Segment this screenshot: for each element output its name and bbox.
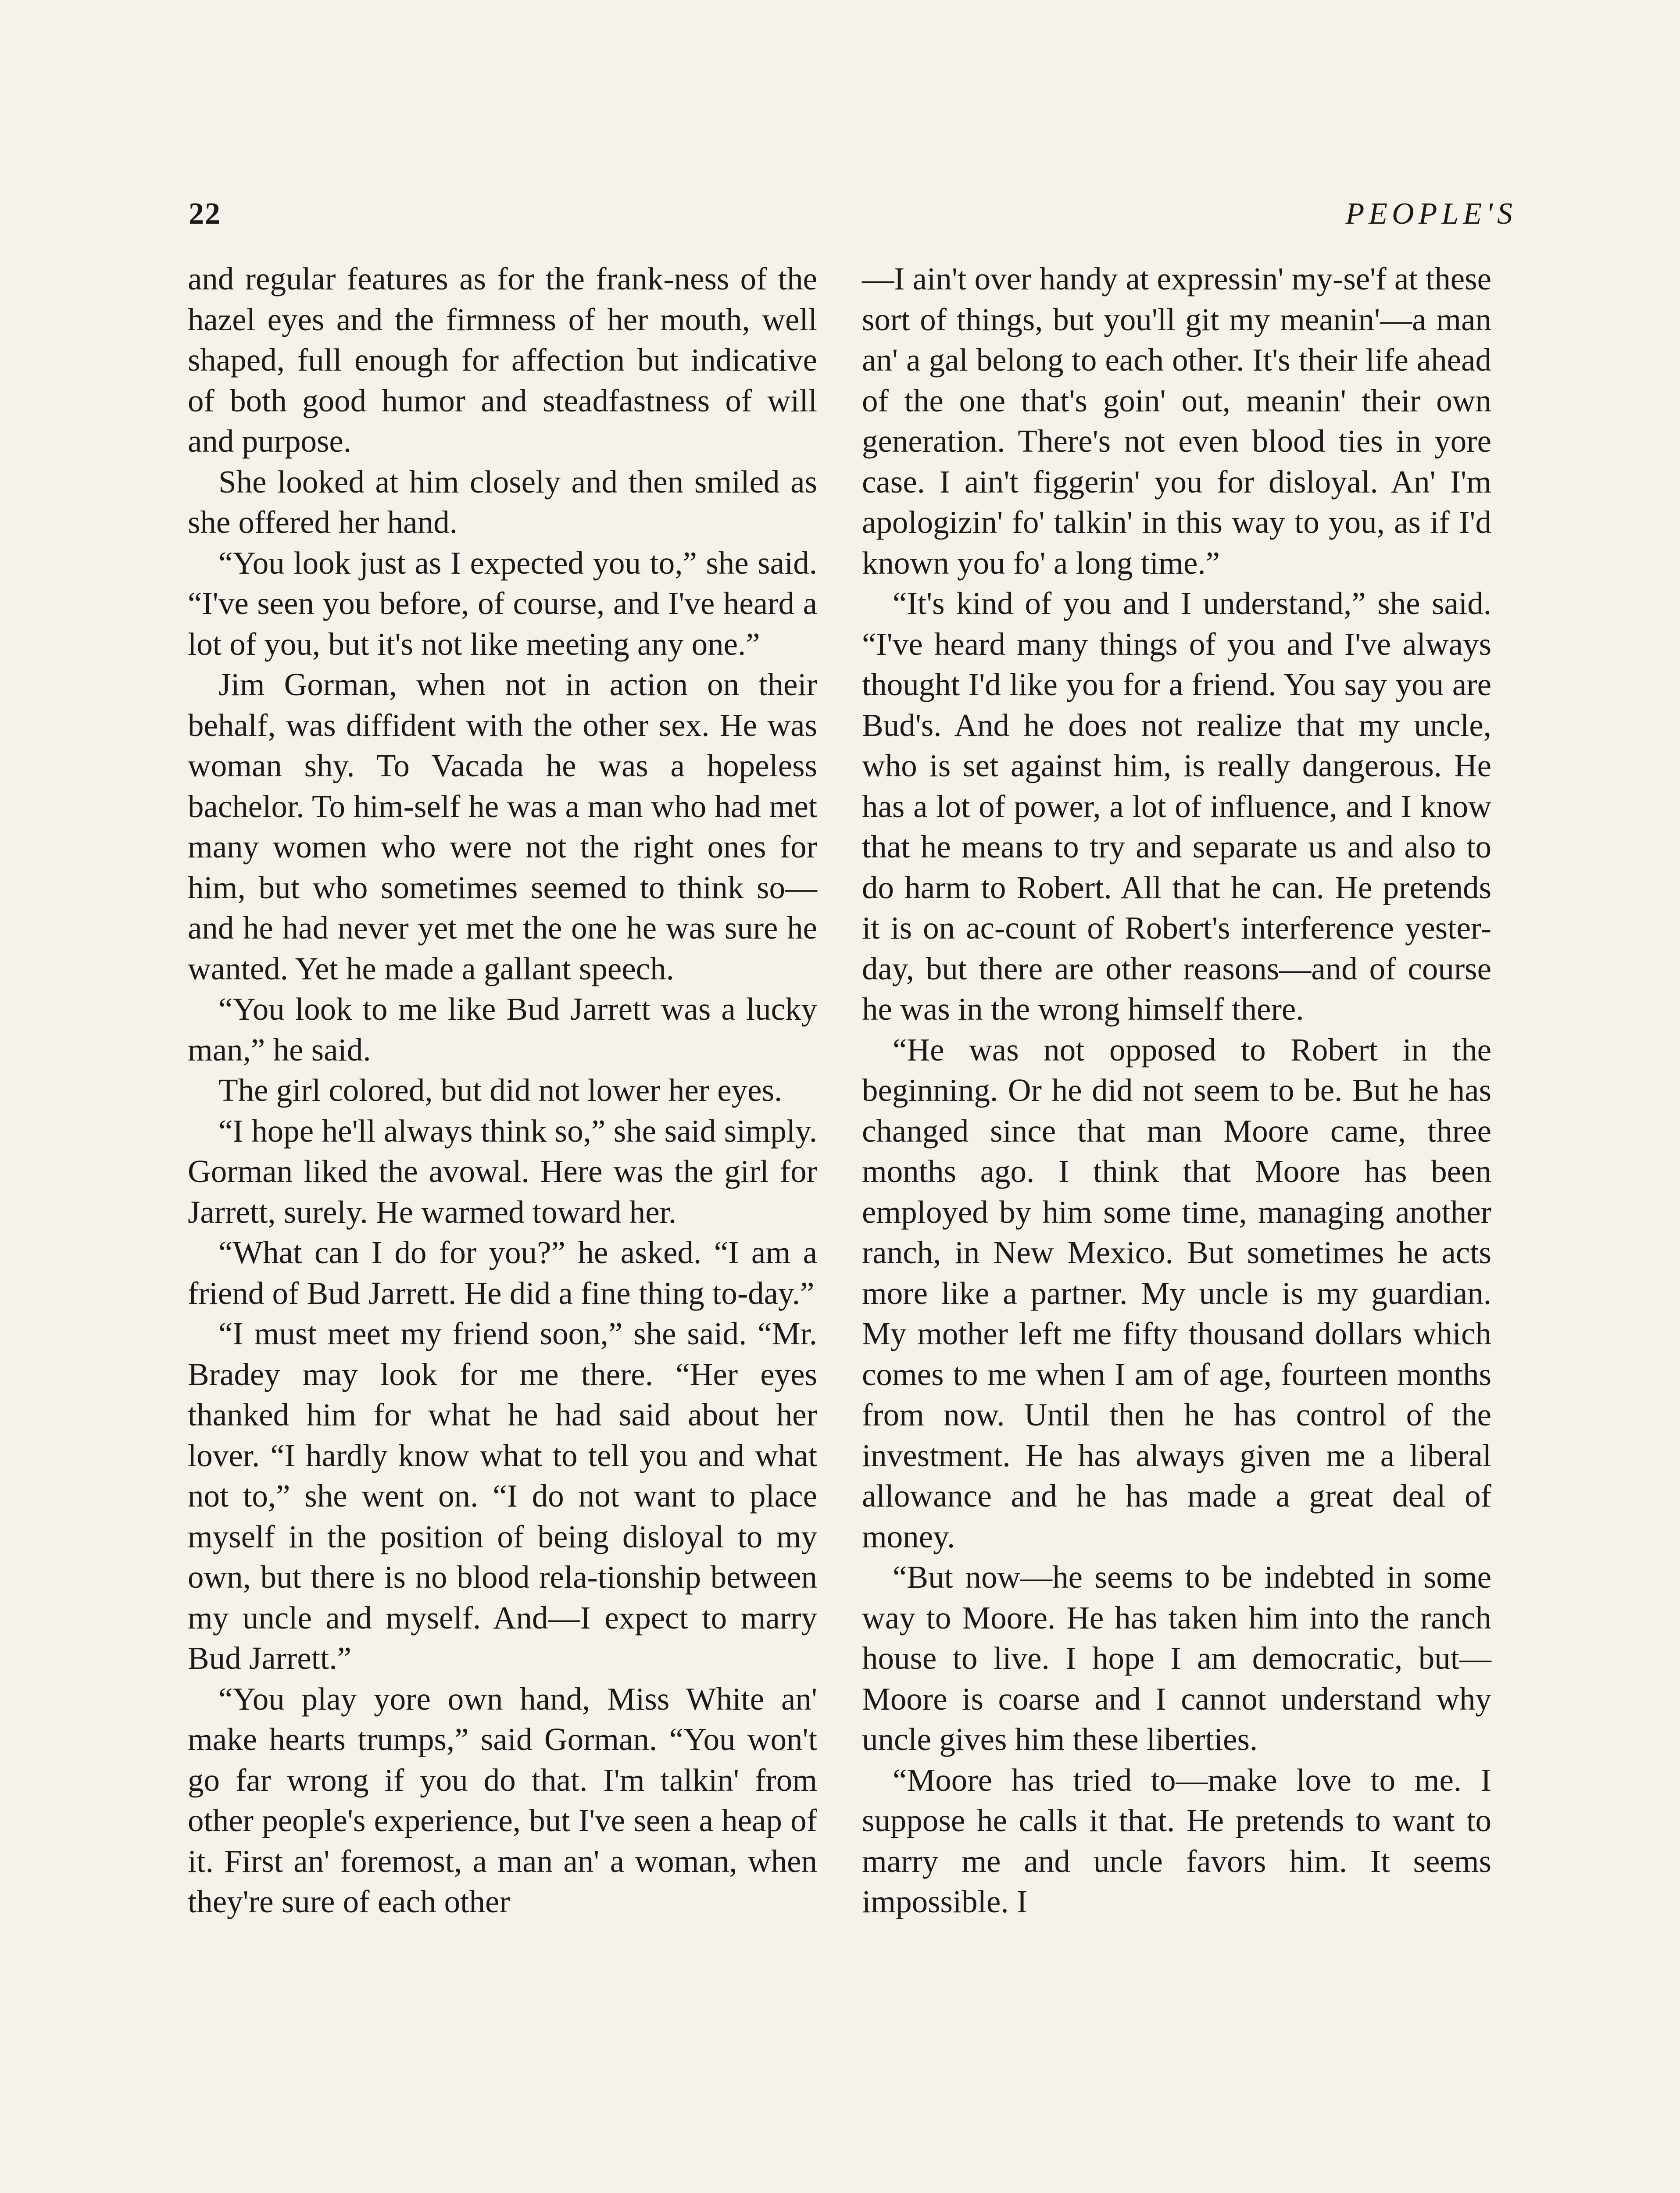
paragraph: “You play yore own hand, Miss White an' make hearts trumps,” said Gorman. “You won't go far wrong if you do that. I'm talkin' from other people's experience, but I've seen a heap of it. First an' foremost, a man an' a woman, when they're sure of each other	[188, 1681, 817, 1919]
paragraph: and regular features as for the frank-ness of the hazel eyes and the firmness of her mouth, well shaped, full enough for affection but indicative of both good humor and steadfastness of will and purpose.	[188, 261, 817, 459]
paragraph: “He was not opposed to Robert in the beginning. Or he did not seem to be. But he has changed since that man Moore came, three months ago. I think that Moore has been employed by him some time, managing another ranch, in New Mexico. But sometimes he acts more like a partner. My uncle is my guardian. My mother left me fifty thousand dollars which comes to me when I am of age, fourteen months from now. Until then he has control of the investment. He has always given me a liberal allowance and he has made a great deal of money.	[862, 1032, 1491, 1554]
paragraph: She looked at him closely and then smiled as she offered her hand.	[188, 464, 817, 540]
left-column	[188, 259, 817, 1922]
paragraph: “It's kind of you and I understand,” she said. “I've heard many things of you and I've always thought I'd like you for a friend. You say you are Bud's. And he does not realize that my uncle, who is set against him, is really dangerous. He has a lot of power, a lot of influence, and I know that he means to try and separate us and also to do harm to Robert. All that he can. He pretends it is on ac-count of Robert's interference yester-day, but there are other reasons—and of course he was in the wrong himself there.	[862, 586, 1491, 1027]
paragraph: Jim Gorman, when not in action on their behalf, was diffident with the other sex. He was woman shy. To Vacada he was a hopeless bachelor. To him-self he was a man who had met many women who were not the right ones for him, but who sometimes seemed to think so—and he had never yet met the one he was sure he wanted. Yet he made a gallant speech.	[188, 667, 817, 986]
running-head: PEOPLE'S	[1345, 197, 1517, 231]
paragraph: “Moore has tried to—make love to me. I suppose he calls it that. He pretends to want to marry me and uncle favors him. It seems impossible. I	[862, 1762, 1491, 1919]
paragraph: —I ain't over handy at expressin' my-se'f at these sort of things, but you'll git my meanin'—a man an' a gal belong to each other. It's their life ahead of the one that's goin' out, meanin' their own generation. There's not even blood ties in yore case. I ain't figgerin' you for disloyal. An' I'm apologizin' fo' talkin' in this way to you, as if I'd known you fo' a long time.”	[862, 261, 1491, 581]
paragraph: “But now—he seems to be indebted in some way to Moore. He has taken him into the ranch house to live. I hope I am democratic, but—Moore is coarse and I cannot understand why uncle gives him these liberties.	[862, 1559, 1491, 1757]
page-number: 22	[189, 197, 221, 231]
right-column	[862, 259, 1491, 1922]
paragraph: “What can I do for you?” he asked. “I am a friend of Bud Jarrett. He did a fine thing to-day.”	[188, 1235, 817, 1311]
paragraph: The girl colored, but did not lower her eyes.	[218, 1072, 783, 1108]
paragraph: “I hope he'll always think so,” she said simply. Gorman liked the avowal. Here was the girl for Jarrett, surely. He warmed toward her.	[188, 1113, 817, 1230]
paragraph: “You look to me like Bud Jarrett was a lucky man,” he said.	[188, 991, 817, 1068]
paragraph: “You look just as I expected you to,” she said. “I've seen you before, of course, and I've heard a lot of you, but it's not like meeting any one.”	[188, 545, 817, 662]
paragraph: “I must meet my friend soon,” she said. “Mr. Bradey may look for me there. “Her eyes thanked him for what he had said about her lover. “I hardly know what to tell you and what not to,” she went on. “I do not want to place myself in the position of being disloyal to my own, but there is no blood rela-tionship between my uncle and myself. And—I expect to marry Bud Jarrett.”	[188, 1316, 817, 1676]
